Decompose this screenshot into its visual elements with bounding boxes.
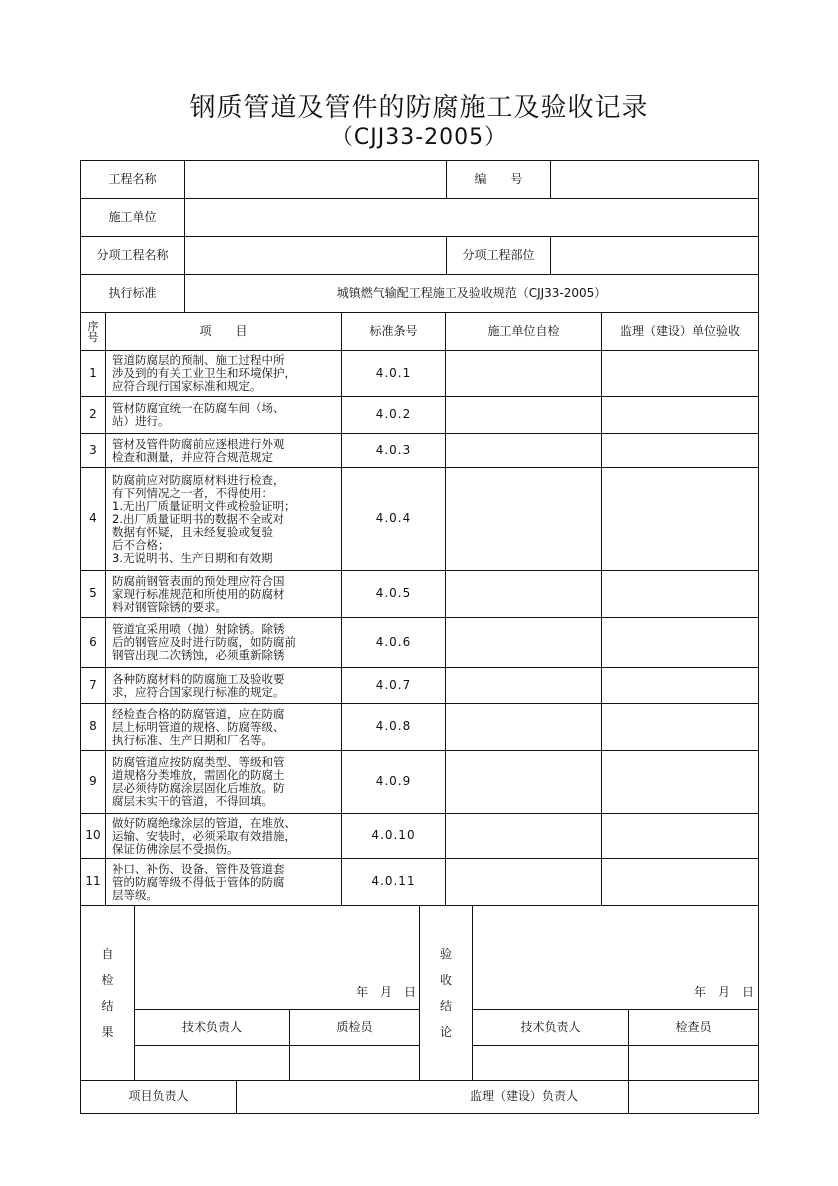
row-number: 6: [89, 634, 97, 649]
standard-value: 城镇燃气输配工程施工及验收规范（CJJ33-2005）: [336, 285, 607, 300]
item-column-header: 项 目: [199, 323, 248, 338]
seq-column-header: 序 号: [87, 319, 99, 344]
page-subtitle: （CJJ33-2005）: [330, 125, 508, 150]
tech-lead-label-right: 技术负责人: [520, 1019, 581, 1034]
subproject-name-label: 分项工程名称: [96, 247, 169, 262]
clause-number: 4.0.10: [371, 828, 416, 843]
row-number: 2: [89, 407, 97, 422]
self-check-cell[interactable]: [446, 814, 601, 858]
acceptance-date: 年 月 日: [693, 985, 754, 1000]
item-text: 补口、补伤、设备、管件及管道套 管的防腐等级不得低于管体的防腐 层等级。: [112, 861, 285, 902]
supervision-cell[interactable]: [602, 571, 758, 617]
supervision-cell[interactable]: [602, 468, 758, 570]
clause-number: 4.0.1: [375, 365, 412, 380]
inspector-label: 检查员: [675, 1019, 712, 1034]
item-text: 管材及管件防腐前应逐根进行外观 检查和测量，并应符合规范规定: [112, 436, 285, 464]
row-number: 3: [89, 442, 97, 457]
row-number: 1: [89, 365, 97, 380]
subproject-part-field[interactable]: [551, 237, 758, 274]
subproject-name-field[interactable]: [185, 237, 446, 274]
self-check-cell[interactable]: [446, 859, 601, 905]
quality-inspector-signature[interactable]: [290, 1046, 419, 1080]
supervision-column-header: 监理（建设）单位验收: [619, 323, 740, 338]
supervision-cell[interactable]: [602, 434, 758, 467]
number-field[interactable]: [551, 161, 758, 198]
item-text: 防腐前钢管表面的预处理应符合国 家现行标准规范和所使用的防腐材 料对钢管除锈的要求。: [112, 573, 285, 614]
item-text: 防腐前应对防腐原材料进行检查， 有下列情况之一者，不得使用： 1.无出厂质量证明文件或检验证明； 2.出厂质量证明书的数据不全或对 数据有怀疑，且未经复验或复验 后不合格； 3.无说明书、生产日期和有效期: [112, 472, 296, 565]
self-check-cell[interactable]: [446, 618, 601, 667]
self-check-cell[interactable]: [446, 397, 601, 433]
row-number: 9: [89, 774, 97, 789]
supervision-cell[interactable]: [602, 668, 758, 703]
acceptance-conclusion-label: 验 收 结 论: [439, 946, 452, 1039]
clause-number: 4.0.7: [375, 677, 412, 692]
construction-unit-label: 施工单位: [108, 209, 157, 224]
clause-column-header: 标准条号: [369, 323, 418, 338]
item-text: 经检查合格的防腐管道，应在防腐 层上标明管道的规格、防腐等级、 执行标准、生产日期和厂名等。: [112, 706, 285, 747]
row-number: 8: [89, 719, 97, 734]
row-number: 5: [89, 586, 97, 601]
supervisor-manager-signature[interactable]: [629, 1081, 758, 1113]
clause-number: 4.0.4: [375, 511, 412, 526]
page-title: 钢质管道及管件的防腐施工及验收记录: [189, 93, 649, 123]
supervision-cell[interactable]: [602, 859, 758, 905]
item-text: 各种防腐材料的防腐施工及验收要 求，应符合国家现行标准的规定。: [112, 671, 285, 699]
project-name-label: 工程名称: [108, 171, 157, 186]
tech-lead-label-left: 技术负责人: [181, 1019, 242, 1034]
supervision-cell[interactable]: [602, 397, 758, 433]
tech-lead-signature-left[interactable]: [135, 1046, 289, 1080]
number-label: 编 号: [474, 171, 523, 186]
clause-number: 4.0.5: [375, 586, 412, 601]
supervision-cell[interactable]: [602, 618, 758, 667]
clause-number: 4.0.2: [375, 407, 412, 422]
supervisor-manager-label: 监理（建设）负责人: [469, 1089, 578, 1104]
standard-label: 执行标准: [108, 285, 157, 300]
supervision-cell[interactable]: [602, 704, 758, 750]
clause-number: 4.0.9: [375, 774, 412, 789]
self-check-result-label: 自 检 结 果: [101, 946, 114, 1039]
row-number: 11: [85, 874, 101, 889]
tech-lead-signature-right[interactable]: [473, 1046, 628, 1080]
item-text: 管材防腐宜统一在防腐车间（场、 站）进行。: [112, 401, 285, 428]
project-name-field[interactable]: [185, 161, 446, 198]
self-check-cell[interactable]: [446, 668, 601, 703]
project-manager-signature[interactable]: [237, 1081, 419, 1113]
item-text: 管道宜采用喷（抛）射除锈。除锈 后的钢管应及时进行防腐，如防腐前 钢管出现二次锈蚀，必须重新除锈: [112, 622, 296, 662]
self-check-cell[interactable]: [446, 351, 601, 396]
item-text: 管道防腐层的预制、施工过程中所 涉及到的有关工业卫生和环境保护， 应符合现行国家标准和规定。: [112, 353, 296, 393]
inspector-signature[interactable]: [629, 1046, 758, 1080]
self-check-cell[interactable]: [446, 704, 601, 750]
item-text: 防腐管道应按防腐类型、等级和管 道规格分类堆放，需固化的防腐土 层必须待防腐涂层固化后堆放。防 腐层未实干的管道，不得回填。: [112, 755, 285, 808]
self-check-cell[interactable]: [446, 571, 601, 617]
item-text: 做好防腐绝缘涂层的管道，在堆放、 运输、安装时，必须采取有效措施， 保证仿佛涂层不受损伤。: [112, 815, 296, 856]
supervision-cell[interactable]: [602, 814, 758, 858]
construction-unit-field[interactable]: [185, 199, 758, 236]
row-number: 10: [85, 828, 101, 843]
clause-number: 4.0.6: [375, 634, 412, 649]
quality-inspector-label: 质检员: [336, 1019, 373, 1034]
supervision-cell[interactable]: [602, 351, 758, 396]
self-check-cell[interactable]: [446, 468, 601, 570]
self-check-cell[interactable]: [446, 434, 601, 467]
subproject-part-label: 分项工程部位: [462, 247, 535, 262]
clause-number: 4.0.3: [375, 442, 412, 457]
self-check-cell[interactable]: [446, 751, 601, 813]
row-number: 7: [89, 677, 97, 692]
row-number: 4: [89, 511, 97, 526]
self-check-column-header: 施工单位自检: [487, 323, 560, 338]
clause-number: 4.0.11: [371, 874, 416, 889]
clause-number: 4.0.8: [375, 719, 412, 734]
self-check-date: 年 月 日: [355, 985, 416, 1000]
project-manager-label: 项目负责人: [128, 1089, 189, 1104]
supervision-cell[interactable]: [602, 751, 758, 813]
